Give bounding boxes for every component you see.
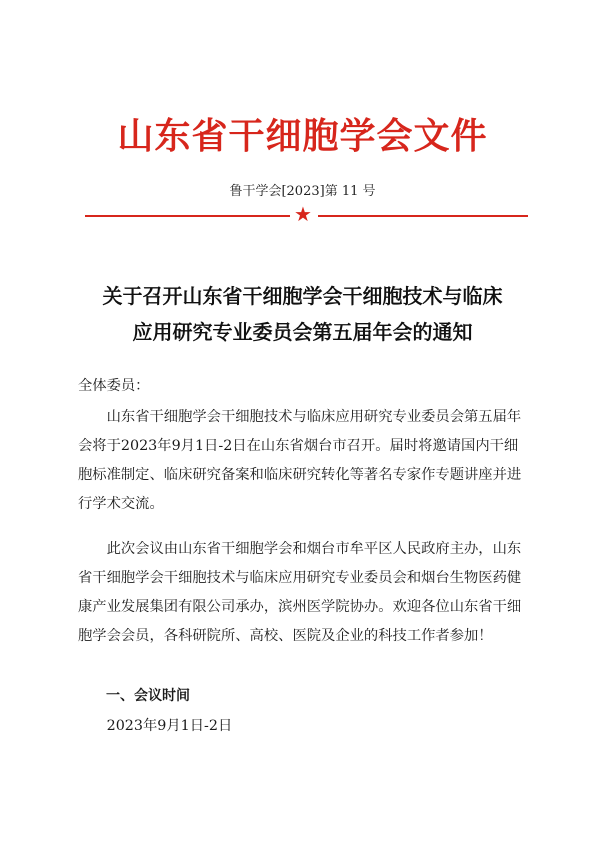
section-heading-meeting-time: 一、会议时间 [106, 688, 190, 704]
meeting-time-value: 2023年9月1日-2日 [106, 718, 233, 734]
separator-line-right [318, 215, 528, 217]
notice-title-line-2: 应用研究专业委员会第五届年会的通知 [132, 320, 473, 344]
salutation: 全体委员： [78, 378, 150, 394]
document-number: 鲁干学会[2023]第 11 号 [229, 184, 376, 199]
separator-line-left [85, 215, 290, 217]
issuing-organization-header: 山东省干细胞学会文件 [117, 115, 488, 157]
star-icon: ★ [294, 202, 312, 226]
body-paragraph-2: 此次会议由山东省干细胞学会和烟台市牟平区人民政府主办，山东省干细胞学会干细胞技术与临床应用研究专业委员会和烟台生物医药健康产业发展集团有限公司承办，滨州医学院协办。欢迎各位山东省干细胞学会会员，各科研院所、高校、医院及企业的科技工作者参加！ [78, 541, 522, 644]
body-paragraph-1: 山东省干细胞学会干细胞技术与临床应用研究专业委员会第五届年会将于2023年9月1日-2日在山东省烟台市召开。届时将邀请国内干细胞标准制定、临床研究备案和临床研究转化等著名专家作专题讲座并进行学术交流。 [78, 409, 522, 512]
notice-title-line-1: 关于召开山东省干细胞学会干细胞技术与临床 [102, 284, 503, 308]
